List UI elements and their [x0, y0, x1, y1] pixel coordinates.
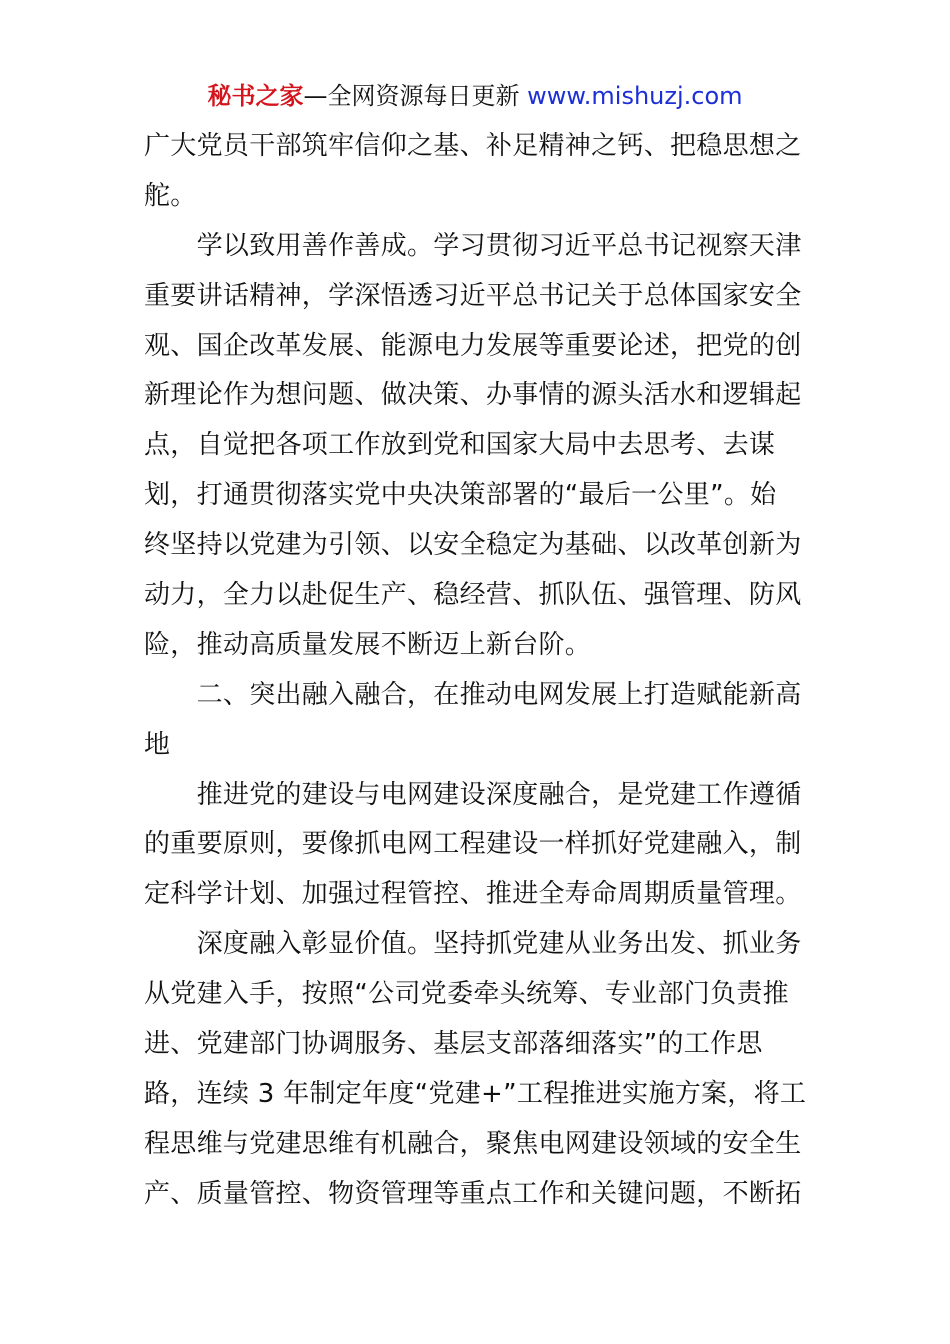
text-line: 产、质量管控、物资管理等重点工作和关键问题，不断拓: [144, 1178, 802, 1209]
section-heading-line: 地: [144, 729, 171, 760]
document-body: [144, 122, 820, 1220]
text-line: 学以致用善作善成。学习贯彻习近平总书记视察天津: [144, 230, 802, 261]
site-banner: [0, 78, 950, 114]
brand-name: 秘书之家: [207, 82, 304, 110]
text-line: 进、党建部门协调服务、基层支部落细落实”的工作思: [144, 1029, 763, 1060]
text-line: 舵。: [144, 180, 197, 211]
text-line: 观、国企改革发展、能源电力发展等重要论述，把党的创: [144, 330, 802, 361]
text-line: 深度融入彰显价值。坚持抓党建从业务出发、抓业务: [144, 929, 802, 960]
text-line: 的重要原则，要像抓电网工程建设一样抓好党建融入，制: [144, 829, 802, 860]
text-line: 广大党员干部筑牢信仰之基、补足精神之钙、把稳思想之: [144, 131, 802, 161]
text-line: 定科学计划、加强过程管控、推进全寿命周期质量管理。: [144, 879, 802, 910]
text-line: 程思维与党建思维有机融合，聚焦电网建设领域的安全生: [144, 1128, 802, 1159]
text-line: 从党建入手，按照“公司党委牵头统筹、专业部门负责推: [144, 979, 789, 1010]
text-line: 终坚持以党建为引领、以安全稳定为基础、以改革创新为: [144, 530, 802, 561]
text-line: 重要讲话精神，学深悟透习近平总书记关于总体国家安全: [144, 280, 802, 311]
text-line: 划，打通贯彻落实党中央决策部署的“最后一公里”。始: [144, 480, 777, 511]
section-heading-line: 二、突出融入融合，在推动电网发展上打造赋能新高: [144, 679, 802, 710]
text-line: 新理论作为想问题、做决策、办事情的源头活水和逻辑起: [144, 380, 802, 411]
text-line: 推进党的建设与电网建设深度融合，是党建工作遵循: [144, 779, 802, 810]
website-link[interactable]: www.mishuzj.com: [527, 82, 743, 110]
text-line: 点，自觉把各项工作放到党和国家大局中去思考、去谋: [144, 430, 776, 461]
banner-slogan: —全网资源每日更新: [303, 82, 528, 110]
text-line: 路，连续 3 年制定年度“党建+”工程推进实施方案，将工: [144, 1078, 807, 1109]
text-line: 险，推动高质量发展不断迈上新台阶。: [144, 629, 592, 660]
text-line: 动力，全力以赴促生产、稳经营、抓队伍、强管理、防风: [144, 580, 802, 611]
